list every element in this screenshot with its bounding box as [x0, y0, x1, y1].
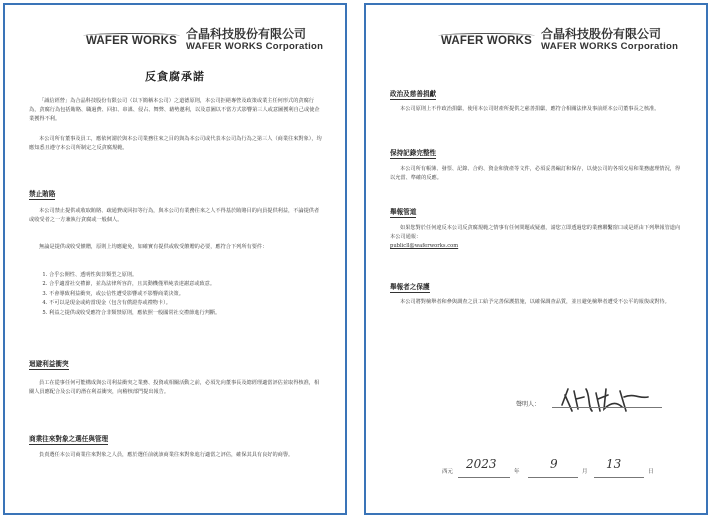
no-bribery-paragraph-2: 無論是提供或收受饋贈，原則上均應避免，如確實有提供或收受饋贈的必要，應符合下列所有要件：	[39, 244, 268, 250]
wafer-works-logo: WAFER WORKS	[83, 33, 180, 47]
section-heading-no-bribery: 禁止賄賂	[29, 190, 56, 198]
month-underline	[528, 477, 578, 478]
reporting-email-link[interactable]: publicll@waferworks.com	[390, 243, 459, 249]
list-item: 3. 不會導致利益衝突，或公信性遭受影響或不影響商業決策。	[49, 290, 323, 299]
company-name-cn: 合晶科技股份有限公司	[186, 27, 307, 41]
declarant-label: 聲明人：	[516, 401, 541, 408]
date-day: 13	[606, 457, 622, 471]
section-heading-record-integrity: 保持記錄完整性	[390, 149, 437, 157]
list-item: 1. 合乎公開性、透明性與非類型之原則。	[49, 271, 323, 280]
list-item: 4. 不可以是現金或約當現金（包含有償證券或禮物卡）。	[49, 299, 323, 308]
company-name-en: WAFER WORKS Corporation	[186, 41, 324, 52]
date-year: 2023	[466, 457, 497, 471]
day-underline	[594, 477, 644, 478]
list-item: 5. 利益之提供或收受應符合非類禁原則，應依照一般國常社交禮節進行判斷。	[49, 309, 323, 318]
document-page-1	[3, 3, 347, 515]
section-heading-whistleblower-protection: 舉報者之保護	[390, 283, 430, 291]
handwritten-signature	[556, 381, 656, 417]
signature-line	[552, 407, 662, 408]
day-unit: 日	[648, 469, 654, 475]
whistleblower-protection-paragraph: 本公司將對檢舉者和參與調查之員工給予完善保護措施，以確保調查品質，並且避免檢舉者遭受不公平的報復或對待。	[400, 299, 670, 305]
company-logo	[438, 27, 678, 52]
no-bribery-paragraph-1: 本公司禁止提供或收取賄賂、疏通費或回扣等行為，與本公司有業務往來之人不得基於賄賂目的向員提供利益，不論提供者或收受者之一方兼執行貪腐或一般個人。	[29, 208, 320, 223]
reporting-channel-paragraph: 如果您對於任何違反本公司反貪腐規範之情事有任何問題或疑慮，請您立即透過您的業務聯繫窗口或是經由下列舉報管道向本公司通報：	[390, 225, 681, 240]
year-underline	[458, 477, 510, 478]
political-donations-paragraph: 本公司原則上不作政治捐獻，使用本公司財產所提供之慈善捐獻，應符合相關法律及事前經本公司董事長之核准。	[400, 106, 660, 112]
list-item: 2. 合乎適當社交禮節，並為法律所容許，且其動機僅單純表達謝意或致意。	[49, 280, 323, 289]
record-integrity-paragraph: 本公司所有帳簿、發票、記錄、合約、資金和資產等文件，必須妥善編訂和保存，以使公司的各項交易和業務處理情況，得以允當、準確的反應。	[390, 166, 681, 181]
company-name-cn: 合晶科技股份有限公司	[541, 27, 662, 41]
page-title: 反貪腐承諾	[145, 70, 205, 83]
wafer-works-logo: WAFER WORKS	[438, 33, 535, 47]
business-partners-paragraph: 負責選任本公司商業往來對象之人員，應於選任前就該商業往來對象進行適當之評估，確保其具有良好的商譽。	[39, 452, 294, 458]
gift-conditions-list	[35, 271, 323, 318]
intro-paragraph-2: 本公司所有董事及員工，應依何謂於與本公司業務往來之目的與為本公司或代表本公司為行為之第三人（商業往來對象），均應知悉且遵守本公司所制定之反貪腐規範。	[29, 136, 322, 151]
document-page-2	[364, 3, 708, 515]
section-heading-political-donations: 政治及慈善捐獻	[390, 90, 437, 98]
section-heading-reporting-channel: 舉報管道	[390, 208, 417, 216]
section-heading-conflict-of-interest: 迴避利益衝突	[29, 360, 69, 368]
year-unit: 年	[514, 469, 520, 475]
date-prefix: 西元	[442, 469, 454, 475]
date-month: 9	[550, 457, 558, 471]
month-unit: 月	[582, 469, 588, 475]
intro-paragraph-1: 「誠信經營」為合晶科技股份有限公司（以下簡稱本公司）之道德原則，本公司拒絕專營及政策或業主任何形式的貪腐行為，貪腐行為包括賄賂、職過費、回扣、串謀、侵占、舞弊、藉勢邀利，以及意圖以不當方式影響第三人或意圖獲利自己或使企業獲得不利。	[29, 98, 320, 122]
section-heading-business-partners: 商業往來對象之選任與管理	[29, 435, 109, 443]
company-name-en: WAFER WORKS Corporation	[541, 41, 679, 52]
conflict-paragraph: 員工在從事任何可能構成與公司利益衝突之業務、投資或相關活動之前，必須先向董事長及總經理適當評估並取得核准，相關人員應配合及公司的潛在利益衝突，向稽核部門提出報告。	[29, 380, 320, 395]
company-logo	[83, 27, 323, 52]
